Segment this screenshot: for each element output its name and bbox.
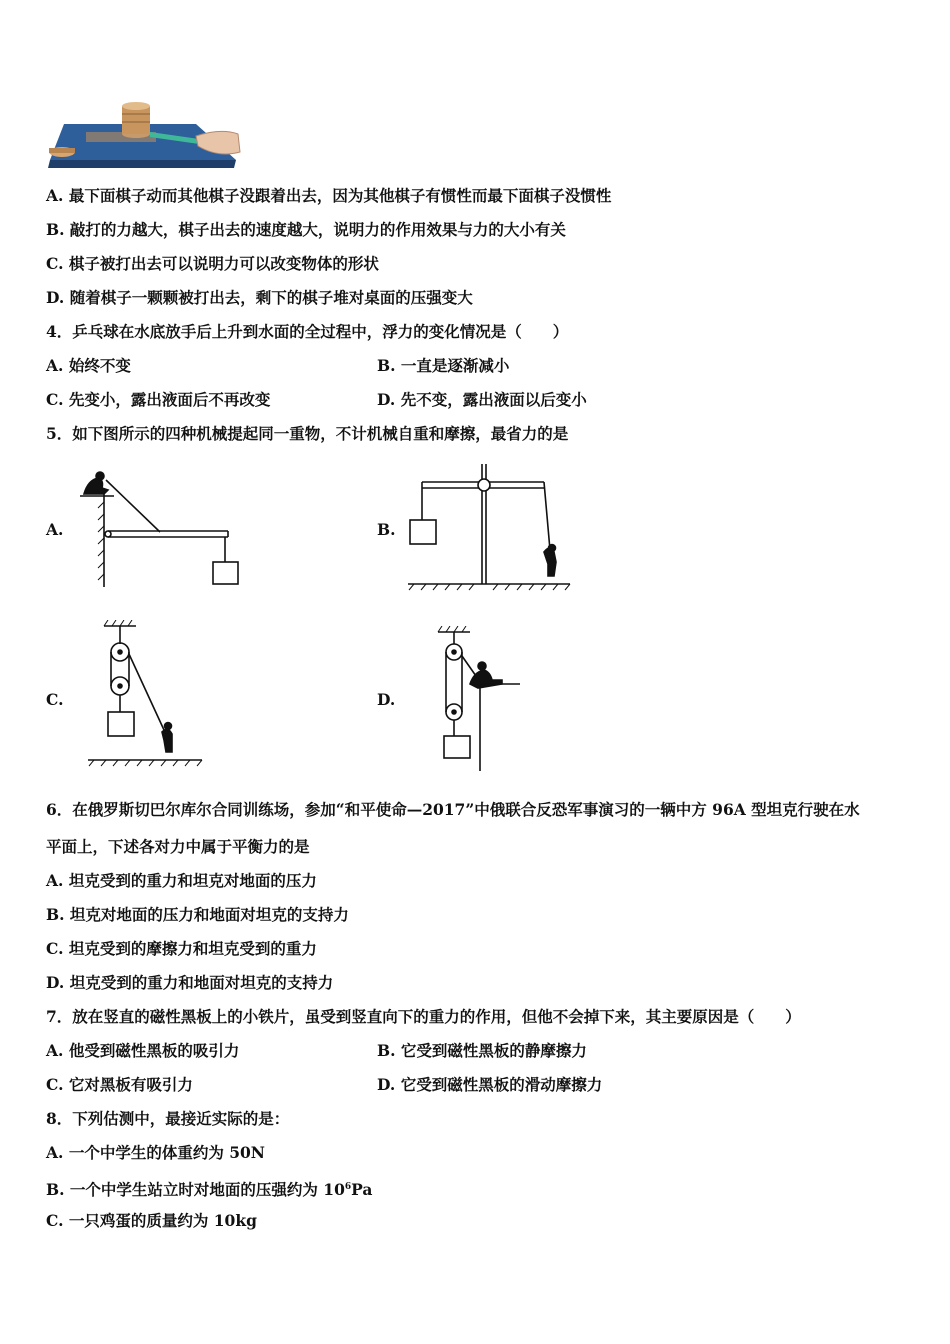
q6-option-c [46, 939, 317, 959]
option-label: A. [46, 356, 64, 375]
figure-a-crane [70, 462, 250, 592]
q7-stem: 7．放在竖直的磁性黑板上的小铁片，虽受到竖直向下的重力的作用，但他不会掉下来，其主要原因是（ ） [46, 1007, 801, 1026]
q5-label-d: D. [377, 690, 396, 709]
option-text: 先变小，露出液面后不再改变 [68, 390, 271, 409]
q7-option-c [46, 1075, 193, 1095]
q7-option-b [377, 1041, 587, 1061]
q6-option-a [46, 871, 317, 891]
option-label: C. [46, 1211, 64, 1230]
figure-d-pulleys [430, 626, 530, 774]
option-label: B. [46, 220, 65, 239]
option-label: D. [377, 1075, 396, 1094]
q6-stem-line1: 6．在俄罗斯切巴尔库尔合同训练场，参加“和平使命—2017”中俄联合反恐军事演习的一辆中方 96A 型坦克行驶在水 [46, 800, 860, 819]
option-unit: Pa [351, 1180, 373, 1200]
option-text: 坦克对地面的压力和地面对坦克的支持力 [69, 905, 349, 924]
option-text: 它受到磁性黑板的滑动摩擦力 [400, 1075, 603, 1094]
q6-option-d [46, 973, 333, 993]
option-text: 一个中学生站立时对地面的压强约为 10 [69, 1180, 345, 1200]
option-label: C. [46, 1075, 64, 1094]
option-label: C. [46, 390, 64, 409]
q7-option-a [46, 1041, 239, 1061]
q8-option-a [46, 1143, 265, 1163]
exponent: 6 [344, 1182, 352, 1192]
q4-stem: 4．乒乓球在水底放手后上升到水面的全过程中，浮力的变化情况是（ ） [46, 322, 569, 341]
option-text: 一直是逐渐减小 [400, 356, 510, 375]
q8-option-b [46, 1177, 372, 1200]
option-label: B. [377, 1041, 396, 1060]
option-text: 随着棋子一颗颗被打出去，剩下的棋子堆对桌面的压强变大 [69, 288, 473, 307]
q5-label-c: C. [46, 690, 64, 709]
option-text: 最下面棋子动而其他棋子没跟着出去，因为其他棋子有惯性而最下面棋子没惯性 [68, 186, 612, 205]
figure-c-pulleys [84, 620, 204, 770]
q6-stem-line2: 平面上，下述各对力中属于平衡力的是 [46, 837, 310, 856]
option-text: 一个中学生的体重约为 50N [68, 1143, 265, 1162]
option-label: B. [377, 356, 396, 375]
q4-option-b [377, 356, 509, 376]
q5-label-b: B. [377, 520, 396, 539]
option-text: 它对黑板有吸引力 [68, 1075, 193, 1094]
option-text: 他受到磁性黑板的吸引力 [68, 1041, 240, 1060]
option-label: D. [46, 288, 65, 307]
option-b [46, 220, 566, 240]
option-d [46, 288, 473, 308]
option-label: D. [46, 973, 65, 992]
q5-stem: 5．如下图所示的四种机械提起同一重物，不计机械自重和摩擦，最省力的是 [46, 424, 569, 443]
option-label: B. [46, 905, 65, 924]
option-label: C. [46, 939, 64, 958]
q8-option-c [46, 1211, 257, 1231]
option-text: 坦克受到的摩擦力和坦克受到的重力 [68, 939, 317, 958]
option-a [46, 186, 611, 206]
option-label: A. [46, 1143, 64, 1162]
option-label: C. [46, 254, 64, 273]
chess-stack-photo [46, 100, 246, 172]
option-text: 先不变，露出液面以后变小 [400, 390, 587, 409]
option-text: 坦克受到的重力和地面对坦克的支持力 [69, 973, 334, 992]
q4-option-d [377, 390, 587, 410]
option-label: A. [46, 1041, 64, 1060]
option-label: A. [46, 871, 64, 890]
q4-option-a [46, 356, 131, 376]
option-text: 一只鸡蛋的质量约为 10kg [68, 1211, 257, 1230]
figure-b-frame [404, 460, 574, 592]
q4-option-c [46, 390, 270, 410]
q7-option-d [377, 1075, 602, 1095]
option-text: 敲打的力越大，棋子出去的速度越大，说明力的作用效果与力的大小有关 [69, 220, 566, 239]
option-text: 它受到磁性黑板的静摩擦力 [400, 1041, 587, 1060]
option-label: D. [377, 390, 396, 409]
option-label: A. [46, 186, 64, 205]
option-label: B. [46, 1180, 65, 1200]
option-c [46, 254, 379, 274]
q5-label-a: A. [46, 520, 64, 539]
q8-stem: 8．下列估测中，最接近实际的是： [46, 1109, 290, 1128]
option-text: 坦克受到的重力和坦克对地面的压力 [68, 871, 317, 890]
q6-option-b [46, 905, 349, 925]
option-text: 棋子被打出去可以说明力可以改变物体的形状 [68, 254, 379, 273]
option-text: 始终不变 [68, 356, 131, 375]
